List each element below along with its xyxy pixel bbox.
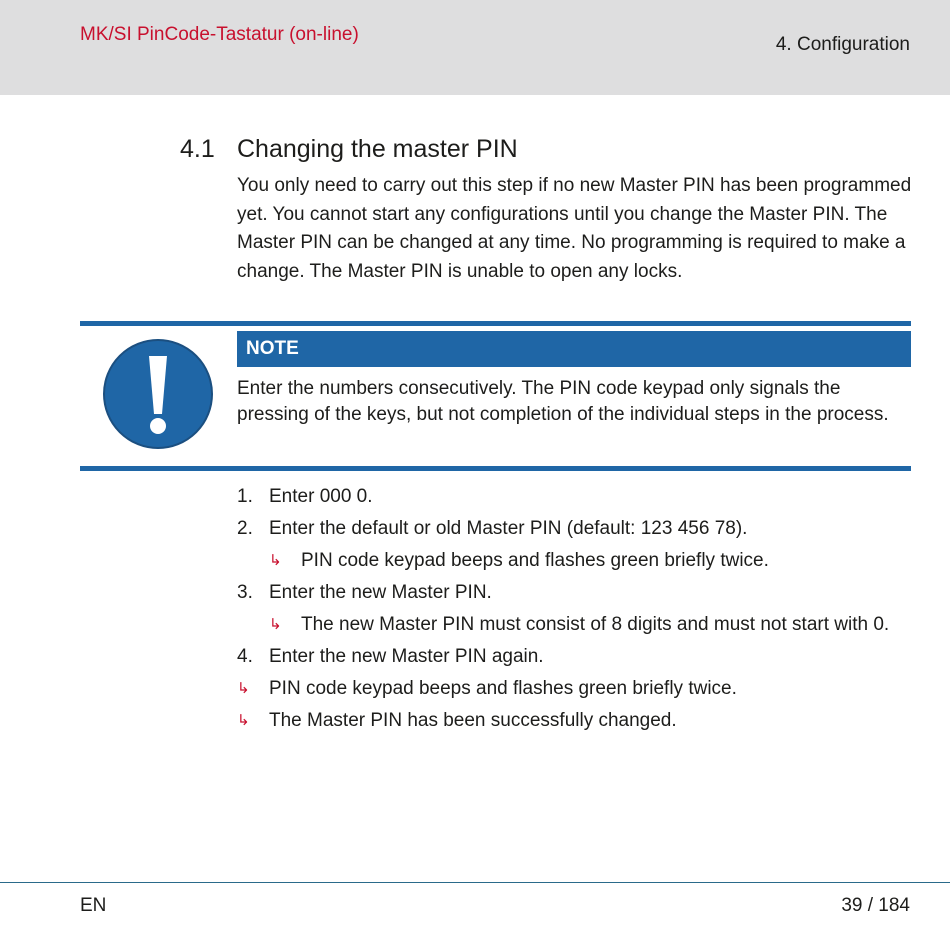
- result-arrow-icon: ↳: [237, 680, 250, 697]
- result-arrow-icon: ↳: [269, 552, 282, 569]
- document-title: MK/SI PinCode-Tastatur (on-line): [80, 24, 359, 45]
- intro-paragraph: You only need to carry out this step if no new Master PIN has been programmed yet. You cannot start any configurations until you change the Master PIN. The Master PIN can be changed at any time. No programming is required to make a change. The Master PIN is unable to open any locks.: [237, 175, 912, 282]
- step-result: [237, 547, 917, 575]
- final-result: [237, 707, 917, 735]
- note-text: Enter the numbers consecutively. The PIN code keypad only signals the pressing of the keys, but not completion of the individual steps in the process.: [237, 378, 889, 425]
- result-text: PIN code keypad beeps and flashes green briefly twice.: [269, 678, 737, 699]
- step-number: 2.: [237, 518, 253, 539]
- step-item: [237, 579, 917, 607]
- note-top-rule: [80, 321, 911, 326]
- page-header: [0, 0, 950, 95]
- step-number: 1.: [237, 486, 253, 507]
- section-number: 4.1: [180, 135, 215, 163]
- exclamation-circle-icon: [102, 338, 214, 450]
- step-text: Enter the new Master PIN again.: [269, 646, 544, 667]
- note-header-bar: [237, 331, 911, 367]
- section-title: Changing the master PIN: [237, 135, 518, 163]
- step-text: Enter 000 0.: [269, 486, 373, 507]
- result-text: PIN code keypad beeps and flashes green briefly twice.: [301, 550, 769, 571]
- result-arrow-icon: ↳: [237, 712, 250, 729]
- step-number: 4.: [237, 646, 253, 667]
- section-heading: [180, 132, 518, 166]
- step-item: [237, 515, 917, 543]
- instruction-steps: [237, 483, 917, 739]
- final-result: [237, 675, 917, 703]
- step-text: Enter the new Master PIN.: [269, 582, 492, 603]
- note-label: NOTE: [246, 338, 299, 359]
- page-number: 39 / 184: [841, 895, 910, 916]
- step-result: [237, 611, 917, 639]
- step-item: [237, 483, 917, 511]
- step-text: Enter the default or old Master PIN (default: 123 456 78).: [269, 518, 748, 539]
- result-text: The Master PIN has been successfully changed.: [269, 710, 677, 731]
- result-text: The new Master PIN must consist of 8 digits and must not start with 0.: [301, 614, 890, 635]
- footer-language: EN: [80, 895, 107, 916]
- footer-rule: [0, 882, 950, 883]
- step-item: [237, 643, 917, 671]
- step-number: 3.: [237, 582, 253, 603]
- result-arrow-icon: ↳: [269, 616, 282, 633]
- note-bottom-rule: [80, 466, 911, 471]
- chapter-label: 4. Configuration: [775, 34, 910, 55]
